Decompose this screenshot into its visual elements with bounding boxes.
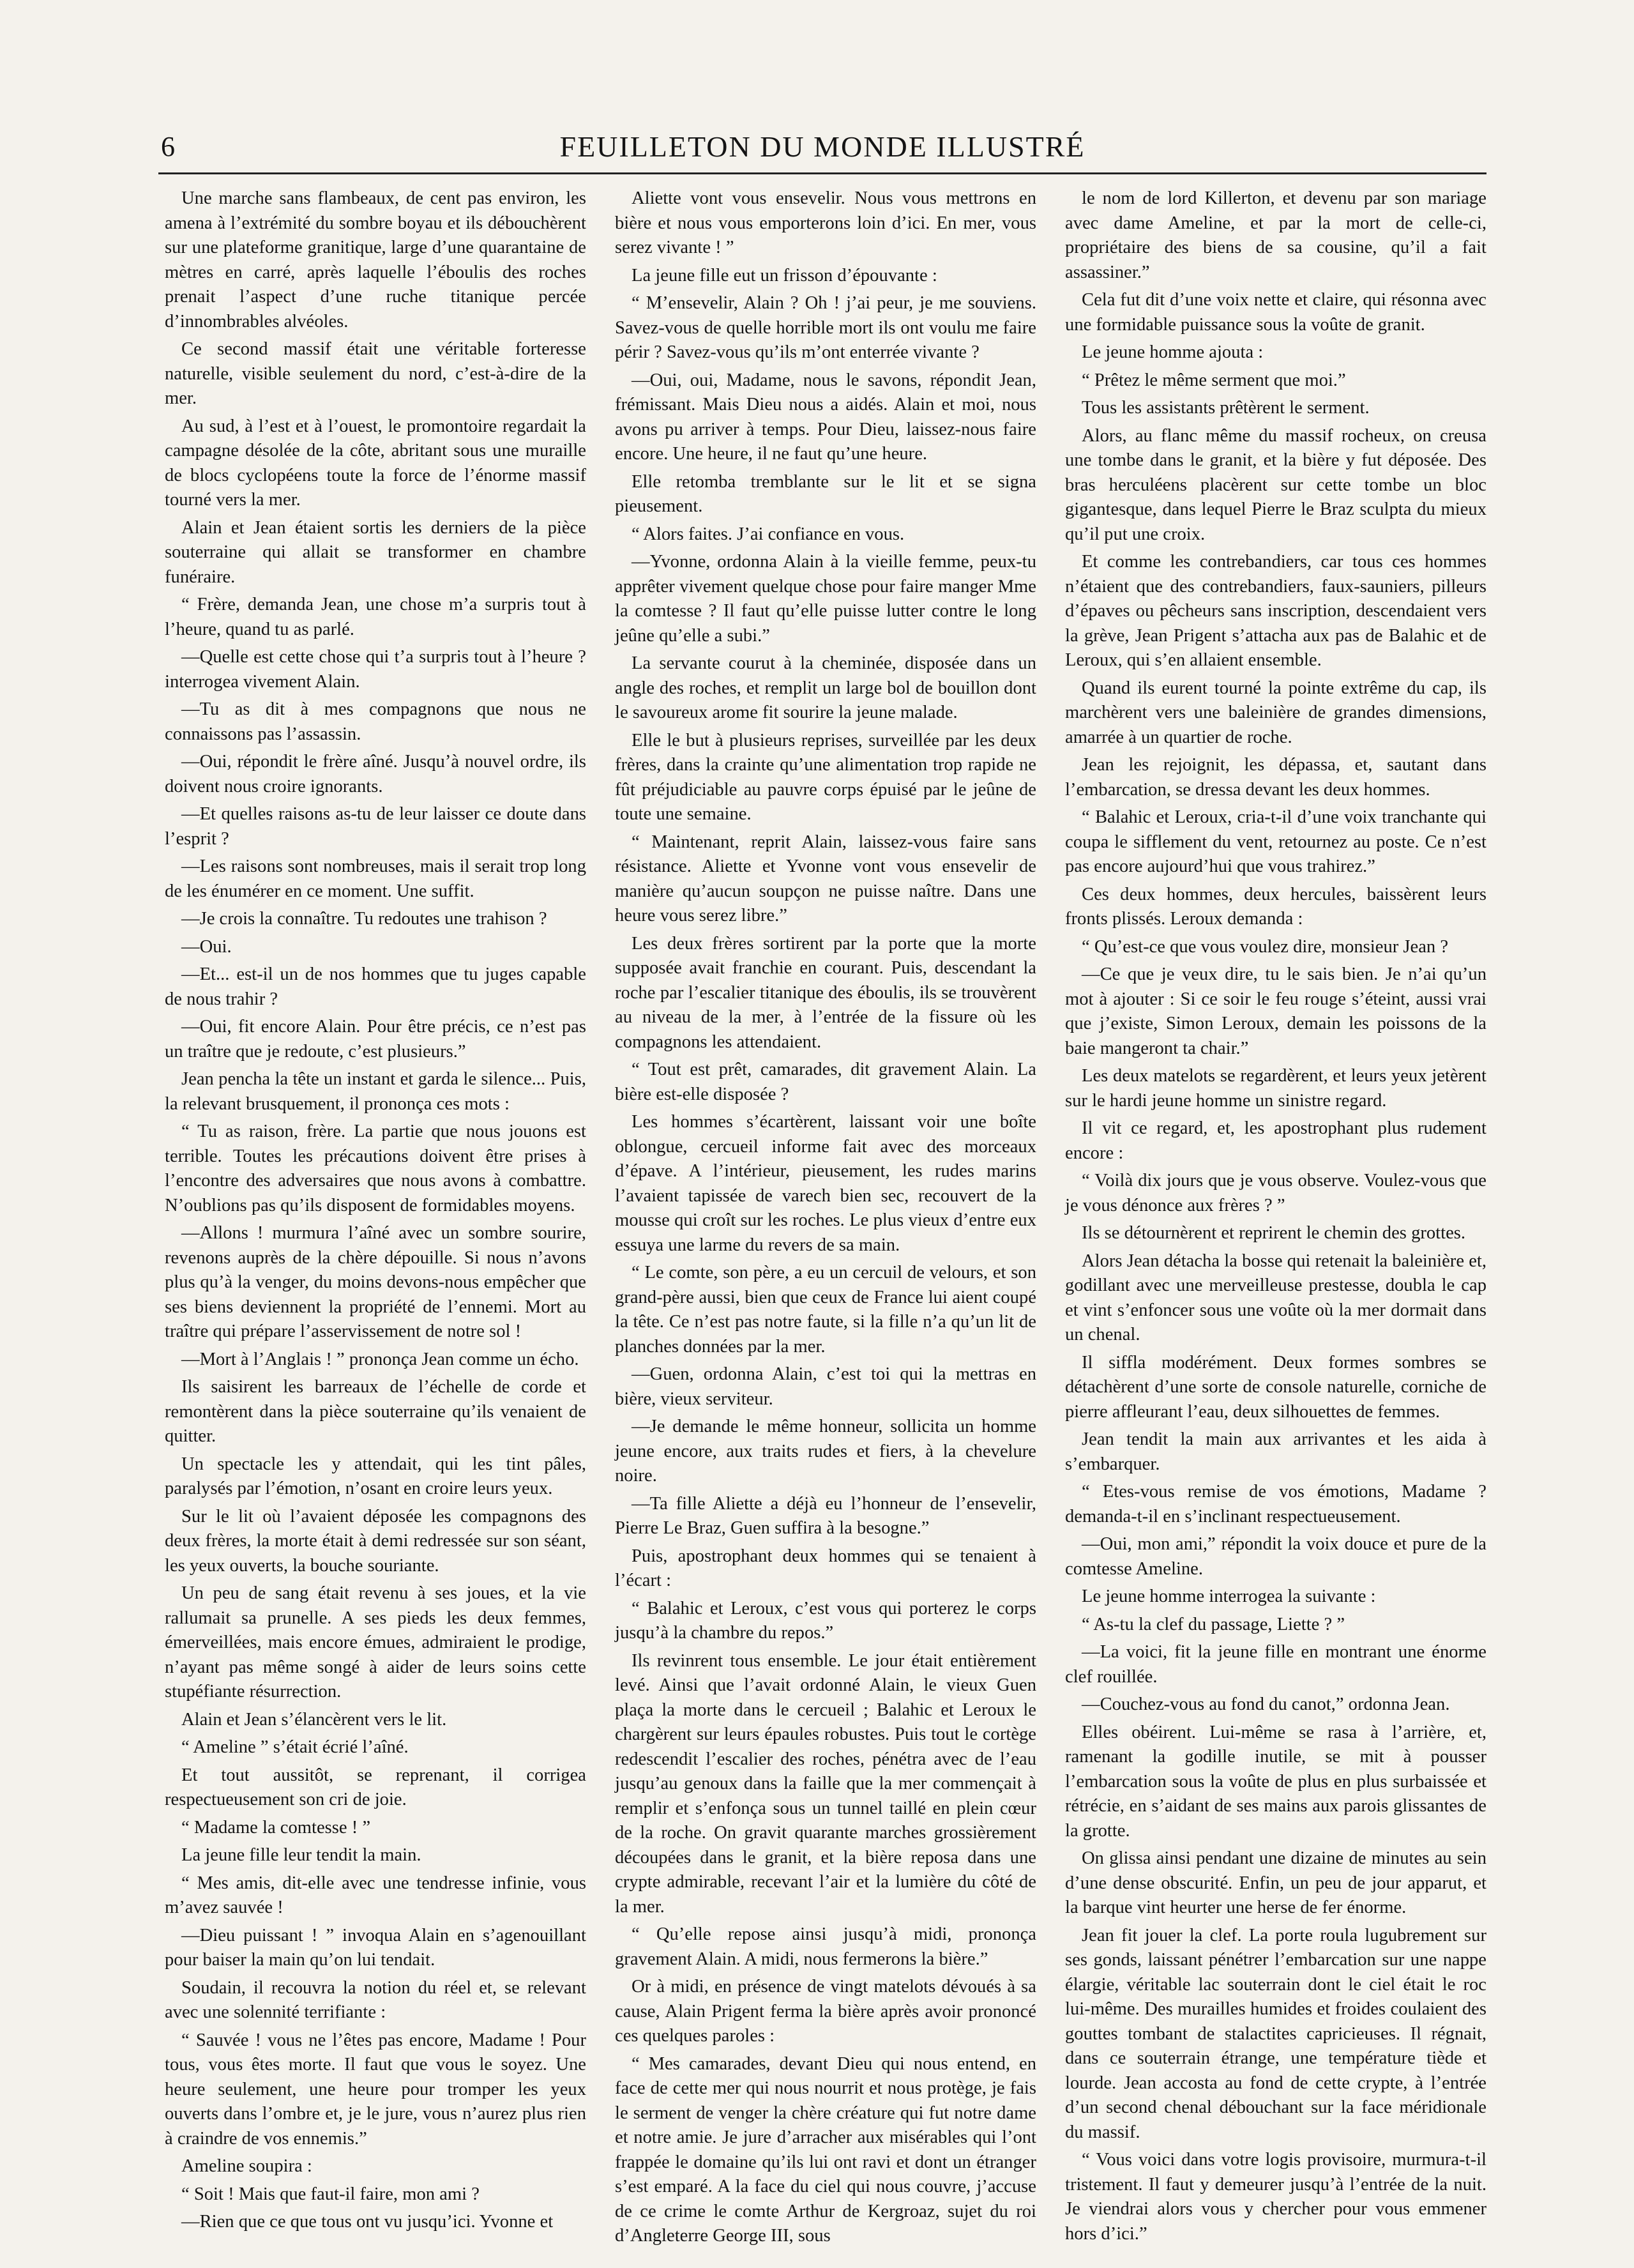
paragraph: “ Alors faites. J’ai confiance en vous.	[632, 524, 905, 544]
paragraph: —Tu as dit à mes compagnons que nous ne connaissons pas l’assassin.	[165, 699, 586, 744]
paragraph: Aliette vont vous ensevelir. Nous vous mettrons en bière et nous vous emporterons loin d’ici. En mer, vous serez vivante ! ”	[615, 188, 1036, 257]
paragraph: Alain et Jean s’élancèrent vers le lit.	[181, 1709, 447, 1730]
page-header	[158, 128, 1486, 179]
paragraph: —Mort à l’Anglais ! ” prononça Jean comme un écho.	[181, 1349, 579, 1369]
paragraph: “ Soit ! Mais que faut-il faire, mon ami ?	[181, 2184, 480, 2204]
paragraph: “ Tout est prêt, camarades, dit gravement Alain. La bière est-elle disposée ?	[615, 1060, 1036, 1104]
paragraph: —Les raisons sont nombreuses, mais il serait trop long de les énumérer en ce moment. Une suffit.	[165, 856, 586, 901]
paragraph: Les hommes s’écartèrent, laissant voir une boîte oblongue, cercueil informe fait avec des morceaux d’épave. A l’intérieur, pieusement, les rudes marins l’avaient tapissée de varech bien sec, recouvert de la mousse qui croît sur les roches. Le plus vieux d’entre eux essuya une larme du revers de sa main.	[615, 1112, 1036, 1255]
paragraph: Ils revinrent tous ensemble. Le jour était entièrement levé. Ainsi que l’avait ordonné Alain, le vieux Guen plaça la morte dans le cercueil ; Balahic et Leroux le chargèrent sur leurs épaules robustes. Puis tout le cortège redescendit l’escalier des roches, pénétra avec de l’eau jusqu’au genoux dans la faille que la mer commençait à remplir et s’enfonça sous un tunnel taillé en plein cœur de la roche. On gravit quarante marches grossièrement découpées dans le granit, et la bière reposa dans une crypte admirable, recevant l’air et la lumière du côté de la mer.	[615, 1650, 1036, 1917]
paragraph: Le jeune homme interrogea la suivante :	[1082, 1587, 1376, 1606]
header-rule	[158, 172, 1486, 174]
paragraph: Il siffla modérément. Deux formes sombres se détachèrent d’une sorte de console naturelle, corniche de pierre affleurant l’eau, deux silhouettes de femmes.	[1065, 1352, 1486, 1422]
paragraph: Et tout aussitôt, se reprenant, il corrigea respectueusement son cri de joie.	[165, 1765, 586, 1809]
paragraph: —Et quelles raisons as-tu de leur laisser ce doute dans l’esprit ?	[165, 804, 586, 849]
paragraph: Quand ils eurent tourné la pointe extrême du cap, ils marchèrent vers une baleinière de grandes dimensions, amarrée à un quartier de roche.	[1065, 678, 1486, 747]
paragraph: “ Le comte, son père, a eu un cercuil de velours, et son grand-père aussi, bien que ceux de France lui aient coupé la tête. Ce n’est pas notre faute, si la fille n’a qu’un lit de planches données par la mer.	[615, 1263, 1036, 1357]
paragraph: Les deux matelots se regardèrent, et leurs yeux jetèrent sur le hardi jeune homme un sinistre regard.	[1065, 1066, 1486, 1111]
paragraph: Or à midi, en présence de vingt matelots dévoués à sa cause, Alain Prigent ferma la bière après avoir prononcé ces quelques paroles :	[615, 1977, 1036, 2046]
paragraph: La jeune fille leur tendit la main.	[181, 1845, 421, 1865]
paragraph: Elles obéirent. Lui-même se rasa à l’arrière, et, ramenant la godille inutile, se mit à pousser l’embarcation sous la voûte de plus en plus surbaissée et rétrécie, en s’aidant de ses mains aux parois glissantes de la grotte.	[1065, 1722, 1486, 1841]
paragraph: —Ta fille Aliette a déjà eu l’honneur de l’ensevelir, Pierre Le Braz, Guen suffira à la besogne.”	[615, 1493, 1036, 1538]
paragraph: Ils saisirent les barreaux de l’échelle de corde et remontèrent dans la pièce souterraine qu’ils venaient de quitter.	[165, 1377, 586, 1446]
paragraph: Alors, au flanc même du massif rocheux, on creusa une tombe dans le granit, et la bière y fut déposée. Des bras herculéens placèrent sur cette tombe un bloc gigantesque, dans lequel Pierre le Braz sculpta du mieux qu’il put une croix.	[1065, 425, 1486, 544]
paragraph: —Ce que je veux dire, tu le sais bien. Je n’ai qu’un mot à ajouter : Si ce soir le feu rouge s’éteint, aussi vrai que j’existe, Simon Leroux, demain les poissons de la baie mangeront ta chair.”	[1065, 964, 1486, 1058]
paragraph: Jean fit jouer la clef. La porte roula lugubrement sur ses gonds, laissant pénétrer l’embarcation sur une nappe élargie, véritable lac souterrain dont le ciel était le roc lui-même. Des murailles humides et froides coulaient des gouttes tombant de stalactites capricieuses. Il régnait, dans ce souterrain étrange, une température tiède et lourde. Jean accosta au fond de cette crypte, à l’entrée d’un second chenal débouchant sur la face méridionale du massif.	[1065, 1925, 1486, 2142]
paragraph: “ Vous voici dans votre logis provisoire, murmura-t-il tristement. Il faut y demeurer jusqu’à l’entrée de la nuit. Je viendrai alors vous y chercher pour vous emmener hors d’ici.”	[1065, 2150, 1486, 2244]
paragraph: Cela fut dit d’une voix nette et claire, qui résonna avec une formidable puissance sous la voûte de granit.	[1065, 290, 1486, 335]
paragraph: Sur le lit où l’avaient déposée les compagnons des deux frères, la morte était à demi redressée sur son séant, les yeux ouverts, la bouche souriante.	[165, 1506, 586, 1576]
paragraph: “ Tu as raison, frère. La partie que nous jouons est terrible. Toutes les précautions doivent être prises à l’encontre des adversaires que nous avons à combattre. N’oublions pas qu’ils disposent de formidables moyens.	[165, 1122, 586, 1215]
paragraph: “ Madame la comtesse ! ”	[181, 1817, 371, 1838]
paragraph: “ Qu’elle repose ainsi jusqu’à midi, prononça gravement Alain. A midi, nous fermerons la bière.”	[615, 1924, 1036, 1969]
paragraph: —Et... est-il un de nos hommes que tu juges capable de nous trahir ?	[165, 964, 586, 1009]
paragraph: “ Balahic et Leroux, cria-t-il d’une voix tranchante qui coupa le sifflement du vent, retournez au poste. Ce n’est pas encore aujourd’hui que vous trahirez.”	[1065, 807, 1486, 876]
paragraph: “ Maintenant, reprit Alain, laissez-vous faire sans résistance. Aliette et Yvonne vont vous ensevelir de manière qu’aucun soupçon ne puisse naître. Dans une heure vous serez libre.”	[615, 832, 1036, 925]
paragraph: Ces deux hommes, deux hercules, baissèrent leurs fronts plissés. Leroux demanda :	[1065, 884, 1486, 929]
paragraph: le nom de lord Killerton, et devenu par son mariage avec dame Ameline, et par la mort de celle-ci, propriétaire des biens de sa cousine, qu’il a fait assassiner.”	[1065, 188, 1486, 282]
paragraph: Ce second massif était une véritable forteresse naturelle, visible seulement du nord, c’est-à-dire de la mer.	[165, 339, 586, 408]
paragraph: Un spectacle les y attendait, qui les tint pâles, paralysés par l’émotion, n’osant en croire leurs yeux.	[165, 1454, 586, 1498]
paragraph: —Oui.	[181, 936, 232, 957]
paragraph: “ M’ensevelir, Alain ? Oh ! j’ai peur, je me souviens. Savez-vous de quelle horrible mort ils ont voulu me faire périr ? Savez-vous qu’ils m’ont enterrée vivante ?	[615, 293, 1036, 362]
paragraph: —Rien que ce que tous ont vu jusqu’ici. Yvonne et	[181, 2212, 554, 2232]
paragraph: “ Ameline ” s’était écrié l’aîné.	[181, 1737, 409, 1757]
paragraph: “ Mes amis, dit-elle avec une tendresse infinie, vous m’avez sauvée !	[165, 1873, 586, 1917]
paragraph: “ Voilà dix jours que je vous observe. Voulez-vous que je vous dénonce aux frères ? ”	[1065, 1171, 1486, 1215]
paragraph: Alain et Jean étaient sortis les derniers de la pièce souterraine qui allait se transformer en chambre funéraire.	[165, 517, 586, 587]
paragraph: —La voici, fit la jeune fille en montrant une énorme clef rouillée.	[1065, 1642, 1486, 1687]
paragraph: Jean les rejoignit, les dépassa, et, sautant dans l’embarcation, se dressa devant les deux hommes.	[1065, 755, 1486, 800]
paragraph: —Dieu puissant ! ” invoqua Alain en s’agenouillant pour baiser la main qu’on lui tendait.	[165, 1925, 586, 1970]
paragraph: Tous les assistants prêtèrent le serment.	[1082, 398, 1370, 418]
paragraph: —Je demande le même honneur, sollicita un homme jeune encore, aux traits rudes et fiers, à la chevelure noire.	[615, 1417, 1036, 1486]
paragraph: “ Prêtez le même serment que moi.”	[1082, 370, 1346, 390]
paragraph: —Couchez-vous au fond du canot,” ordonna Jean.	[1082, 1694, 1450, 1714]
paragraph: —Je crois la connaître. Tu redoutes une trahison ?	[181, 909, 547, 929]
paragraph: Il vit ce regard, et, les apostrophant plus rudement encore :	[1065, 1118, 1486, 1163]
paragraph: Le jeune homme ajouta :	[1082, 342, 1264, 362]
paragraph: “ As-tu la clef du passage, Liette ? ”	[1082, 1614, 1345, 1634]
paragraph: “ Frère, demanda Jean, une chose m’a surpris tout à l’heure, quand tu as parlé.	[165, 595, 586, 639]
paragraph: Ils se détournèrent et reprirent le chemin des grottes.	[1082, 1223, 1466, 1243]
paragraph: Puis, apostrophant deux hommes qui se tenaient à l’écart :	[615, 1546, 1036, 1590]
paragraph: —Quelle est cette chose qui t’a surpris tout à l’heure ? interrogea vivement Alain.	[165, 647, 586, 692]
paragraph: Soudain, il recouvra la notion du réel et, se relevant avec une solennité terrifiante :	[165, 1977, 586, 2022]
running-title: FEUILLETON DU MONDE ILLUSTRÉ	[559, 130, 1086, 163]
column-2	[615, 186, 1036, 2246]
paragraph: Jean tendit la main aux arrivantes et les aida à s’embarquer.	[1065, 1429, 1486, 1474]
paragraph: “ Balahic et Leroux, c’est vous qui porterez le corps jusqu’à la chambre du repos.”	[615, 1598, 1036, 1643]
paragraph: —Guen, ordonna Alain, c’est toi qui la mettras en bière, vieux serviteur.	[615, 1364, 1036, 1409]
paragraph: —Oui, fit encore Alain. Pour être précis, ce n’est pas un traître que je redoute, c’est plusieurs.”	[165, 1017, 586, 1062]
paragraph: Jean pencha la tête un instant et garda le silence... Puis, la relevant brusquement, il prononça ces mots :	[165, 1069, 586, 1114]
paragraph: —Yvonne, ordonna Alain à la vieille femme, peux-tu apprêter vivement quelque chose pour faire manger Mme la comtesse ? Il faut qu’elle puisse lutter contre le long jeûne qu’elle a subi.”	[615, 552, 1036, 646]
paragraph: —Oui, mon ami,” répondit la voix douce et pure de la comtesse Ameline.	[1065, 1534, 1486, 1579]
paragraph: Un peu de sang était revenu à ses joues, et la vie rallumait sa prunelle. A ses pieds les deux femmes, émerveillées, mais encore émues, admiraient le prodige, n’ayant pas même songé à aider de leurs soins cette stupéfiante résurrection.	[165, 1583, 586, 1701]
paragraph: “ Sauvée ! vous ne l’êtes pas encore, Madame ! Pour tous, vous êtes morte. Il faut que vous le soyez. Une heure seulement, une heure pour tromper les yeux ouverts dans l’ombre et, je le jure, vous n’aurez plus rien à craindre de vos ennemis.”	[165, 2030, 586, 2149]
paragraph: Et comme les contrebandiers, car tous ces hommes n’étaient que des contrebandiers, faux-sauniers, pilleurs d’épaves ou pêcheurs sans inscription, descendaient vers la grève, Jean Prigent s’attacha aux pas de Balahic et de Leroux, qui s’en allaient ensemble.	[1065, 552, 1486, 670]
paragraph: Elle retomba tremblante sur le lit et se signa pieusement.	[615, 471, 1036, 516]
paragraph: La servante courut à la cheminée, disposée dans un angle des roches, et remplit un large bol de bouillon dont le savoureux arome fit sourire la jeune malade.	[615, 653, 1036, 722]
page-number: 6	[161, 131, 175, 162]
paragraph: —Allons ! murmura l’aîné avec un sombre sourire, revenons auprès de la chère dépouille. Si nous n’avons plus qu’à la venger, du moins devons-nous empêcher que ses biens deviennent la propriété de l’ennemi. Mort au traître qui prépare l’asservissement de notre sol !	[165, 1223, 586, 1341]
text-columns	[165, 186, 1486, 2246]
paragraph: Ameline soupira :	[181, 2156, 312, 2176]
paragraph: Elle le but à plusieurs reprises, surveillée par les deux frères, dans la crainte qu’une alimentation trop rapide ne fût préjudiciable au pauvre corps épuisé par le jeûne de toute une semaine.	[615, 730, 1036, 824]
paragraph: Au sud, à l’est et à l’ouest, le promontoire regardait la campagne désolée de la côte, abritant sous une muraille de blocs cyclopéens toute la force de l’énorme massif tourné vers la mer.	[165, 416, 586, 510]
paragraph: —Oui, oui, Madame, nous le savons, répondit Jean, frémissant. Mais Dieu nous a aidés. Alain et moi, nous avons pu arriver à temps. Pour Dieu, laissez-nous faire encore. Une heure, il ne faut qu’une heure.	[615, 370, 1036, 464]
column-3	[1065, 186, 1486, 2244]
paragraph: —Oui, répondit le frère aîné. Jusqu’à nouvel ordre, ils doivent nous croire ignorants.	[165, 752, 586, 796]
paragraph: On glissa ainsi pendant une dizaine de minutes au sein d’une dense obscurité. Enfin, un peu de jour apparut, et la barque vint heurter une herse de fer énorme.	[1065, 1848, 1486, 1917]
column-1	[165, 186, 586, 2232]
paragraph: La jeune fille eut un frisson d’épouvante :	[632, 265, 937, 285]
paragraph: Alors Jean détacha la bosse qui retenait la baleinière et, godillant avec une merveilleuse prestesse, doubla le cap et vint s’enfoncer sous une voûte où la mer dormait dans un chenal.	[1065, 1251, 1486, 1344]
paragraph: Les deux frères sortirent par la porte que la morte supposée avait franchie en courant. Puis, descendant la roche par l’escalier titanique des éboulis, ils se trouvèrent au niveau de la mer, à l’entrée de la fissure où les compagnons les attendaient.	[615, 933, 1036, 1052]
paragraph: “ Etes-vous remise de vos émotions, Madame ? demanda-t-il en s’inclinant respectueusement.	[1065, 1482, 1486, 1526]
paragraph: “ Qu’est-ce que vous voulez dire, monsieur Jean ?	[1082, 936, 1449, 957]
paragraph: Une marche sans flambeaux, de cent pas environ, les amena à l’extrémité du sombre boyau et ils débouchèrent sur une plateforme granitique, large d’une quarantaine de mètres en carré, après laquelle l’éboulis des roches prenait l’aspect d’une ruche titanique percée d’innombrables alvéoles.	[165, 188, 586, 331]
paragraph: “ Mes camarades, devant Dieu qui nous entend, en face de cette mer qui nous nourrit et nous protège, je fais le serment de venger la chère créature qui fut notre dame et notre amie. Je jure d’arracher aux misérables qui l’ont frappée le domaine qu’ils lui ont ravi et dont un étranger s’est emparé. A la face du ciel qui nous couvre, j’accuse de ce crime le comte Arthur de Kergroaz, sujet du roi d’Angleterre George III, sous	[615, 2053, 1036, 2246]
